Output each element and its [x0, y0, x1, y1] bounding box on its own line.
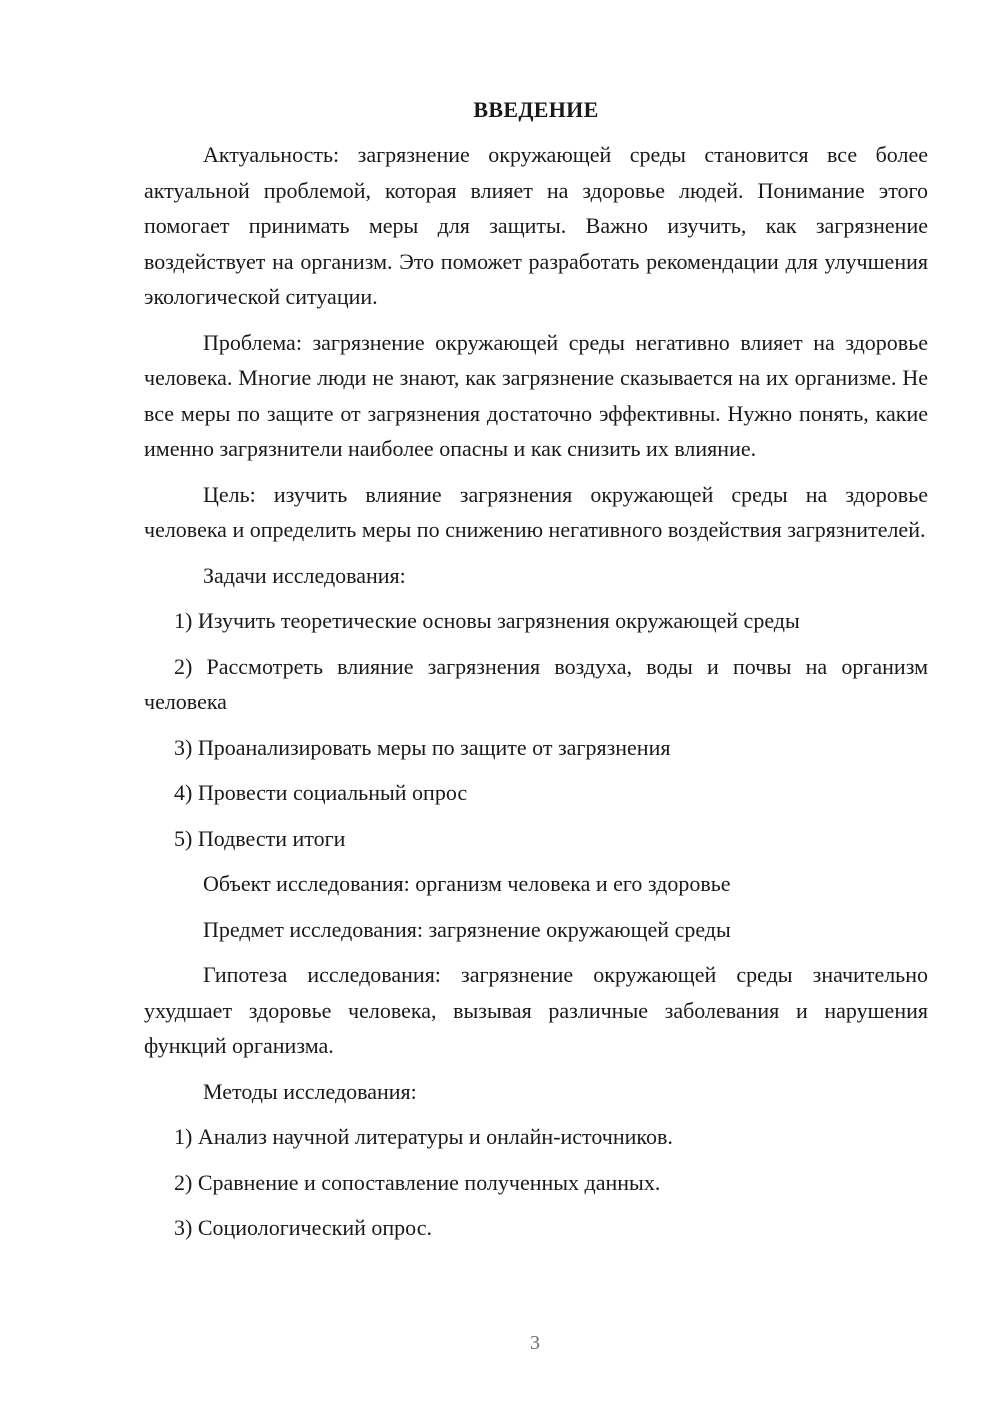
page-number: 3: [530, 1332, 540, 1354]
task-item: 2) Рассмотреть влияние загрязнения воздуха, воды и почвы на организм человека: [144, 653, 928, 714]
goal-paragraph: Цель: изучить влияние загрязнения окружающей среды на здоровье человека и определить меры по снижению негативного воздействия загрязнителей.: [144, 481, 928, 542]
relevance-paragraph: Актуальность: загрязнение окружающей среды становится все более актуальной проблемой, которая влияет на здоровье людей. Понимание этого помогает принимать меры для защиты. Важно изучить, как загрязнение воздействует на организм. Это поможет разработать рекомендации для улучшения экологической ситуации.: [144, 142, 928, 309]
object-paragraph: Объект исследования: организм человека и его здоровье: [203, 871, 731, 896]
method-item: 2) Сравнение и сопоставление полученных данных.: [174, 1169, 661, 1195]
page-content: [144, 92, 928, 1256]
tasks-heading: Задачи исследования:: [203, 562, 406, 588]
task-item: 3) Проанализировать меры по защите от загрязнения: [174, 734, 671, 760]
method-item: 1) Анализ научной литературы и онлайн-источников.: [174, 1124, 673, 1149]
task-item: 4) Провести социальный опрос: [174, 780, 468, 805]
section-title: ВВЕДЕНИЕ: [473, 97, 599, 122]
task-item: 1) Изучить теоретические основы загрязнения окружающей среды: [174, 608, 800, 633]
subject-paragraph: Предмет исследования: загрязнение окружающей среды: [203, 916, 731, 942]
methods-heading: Методы исследования:: [203, 1078, 417, 1104]
task-item: 5) Подвести итоги: [174, 825, 346, 851]
hypothesis-paragraph: Гипотеза исследования: загрязнение окружающей среды значительно ухудшает здоровье человека, вызывая различные заболевания и нарушения функций организма.: [144, 962, 928, 1058]
problem-paragraph: Проблема: загрязнение окружающей среды негативно влияет на здоровье человека. Многие люди не знают, как загрязнение сказывается на их организме. Не все меры по защите от загрязнения достаточно эффективны. Нужно понять, какие именно загрязнители наиболее опасны и как снизить их влияние.: [144, 329, 928, 461]
method-item: 3) Социологический опрос.: [174, 1215, 432, 1240]
